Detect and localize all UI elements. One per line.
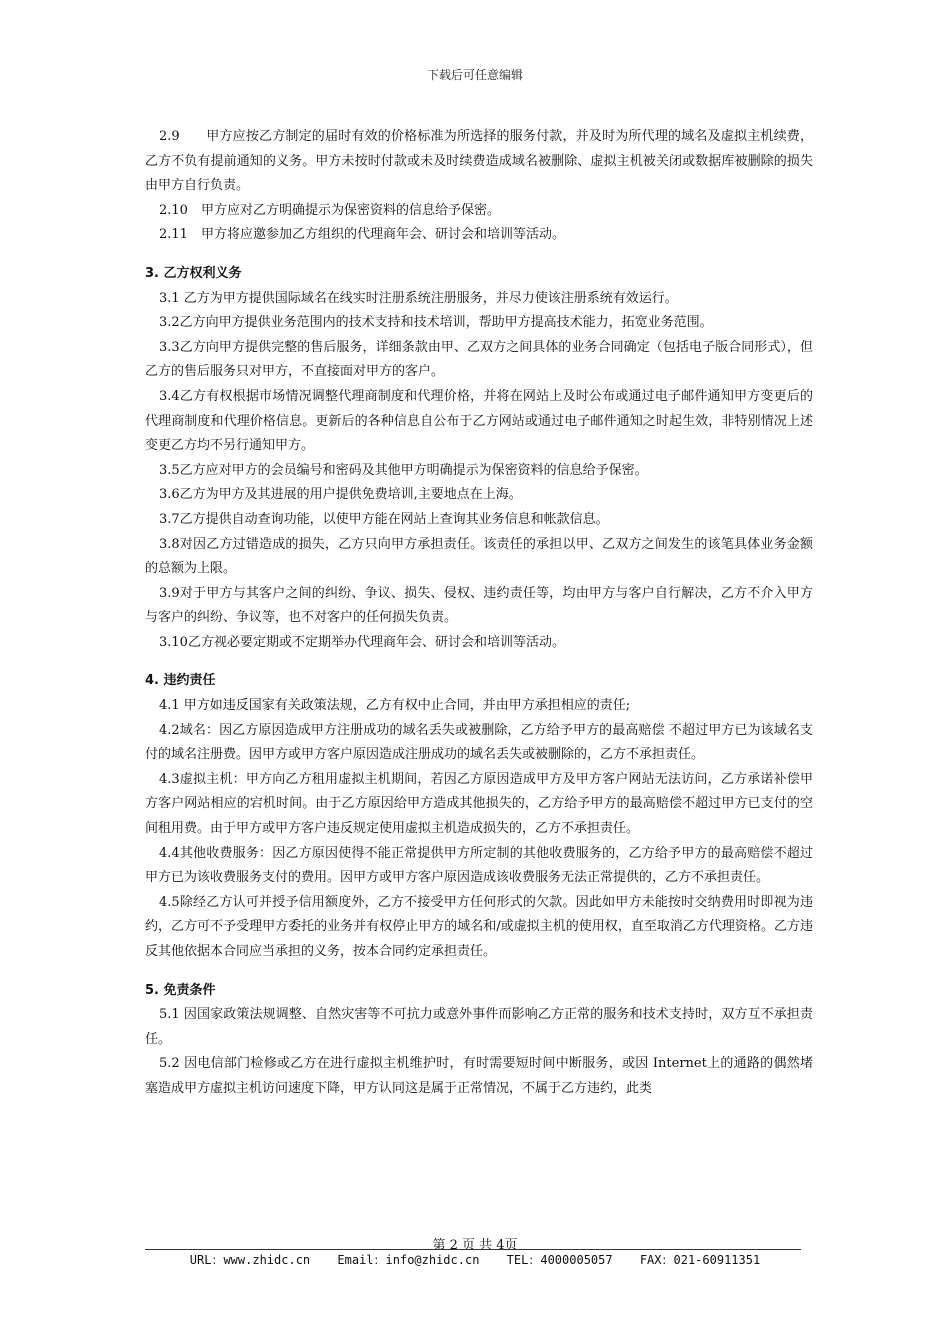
clause-3-10: 3.10乙方视必要定期或不定期举办代理商年会、研讨会和培训等活动。 (159, 634, 565, 650)
clause-2-11: 2.11 甲方将应邀参加乙方组织的代理商年会、研讨会和培训等活动。 (159, 227, 565, 243)
section-2 (145, 125, 813, 248)
clause-5-1: 5.1 因国家政策法规调整、自然灾害等不可抗力或意外事件而影响乙方正常的服务和技术支持时，双方互不承担责任。 (145, 1007, 813, 1047)
footer-tel: TEL：4000005057 (506, 1253, 613, 1267)
clause-3-7: 3.7乙方提供自动查询功能，以使甲方能在网站上查询其业务信息和帐款信息。 (159, 511, 609, 527)
document-body (145, 125, 813, 1102)
clause-5-2: 5.2 因电信部门检修或乙方在进行虚拟主机维护时，有时需要短时间中断服务，或因 Internet上的通路的偶然堵塞造成甲方虚拟主机访问速度下降，甲方认同这是属于正常情况，不属于乙方违约，此类 (145, 1056, 813, 1096)
clause-4-3: 4.3虚拟主机：甲方向乙方租用虚拟主机期间，若因乙方原因造成甲方及甲方客户网站无法访问，乙方承诺补偿甲方客户网站相应的宕机时间。由于乙方原因给甲方造成其他损失的，乙方给予甲方的最高赔偿不超过甲方已支付的空间租用费。由于甲方或甲方客户违反规定使用虚拟主机造成损失的，乙方不承担责任。 (145, 771, 813, 837)
clause-2-9: 2.9 甲方应按乙方制定的届时有效的价格标准为所选择的服务付款，并及时为所代理的域名及虚拟主机续费，乙方不负有提前通知的义务。甲方未按时付款或未及时续费造成域名被删除、虚拟主机被关闭或数据库被删除的损失由甲方自行负责。 (145, 129, 813, 194)
footer-contact (0, 1251, 950, 1268)
footer-divider (145, 1249, 801, 1250)
clause-3-2: 3.2乙方向甲方提供业务范围内的技术支持和技术培训，帮助甲方提高技术能力，拓宽业务范围。 (159, 315, 713, 331)
section-heading: 3. 乙方权利义务 (145, 265, 242, 281)
clause-3-5: 3.5乙方应对甲方的会员编号和密码及其他甲方明确提示为保密资料的信息给予保密。 (159, 462, 648, 478)
clause-4-5: 4.5除经乙方认可并授予信用额度外，乙方不接受甲方任何形式的欠款。因此如甲方未能按时交纳费用时即视为违约，乙方可不予受理甲方委托的业务并有权停止甲方的域名和/或虚拟主机的使用权，直至取消乙方代理资格。乙方违反其他依据本合同应当承担的义务，按本合同约定承担责任。 (145, 894, 813, 959)
clause-2-10: 2.10 甲方应对乙方明确提示为保密资料的信息给予保密。 (159, 202, 500, 218)
section-4 (145, 669, 813, 964)
clause-3-6: 3.6乙方为甲方及其进展的用户提供免费培训,主要地点在上海。 (159, 487, 522, 503)
page-header: 下载后可任意编辑 (426, 68, 523, 82)
section-heading: 4. 违约责任 (145, 673, 216, 689)
section-heading: 5. 免责条件 (145, 982, 216, 998)
clause-3-4: 3.4乙方有权根据市场情况调整代理商制度和代理价格，并将在网站上及时公布或通过电子邮件通知甲方变更后的代理商制度和代理价格信息。更新后的各种信息自公布于乙方网站或通过电子邮件通知之时起生效，非特别情况上述变更乙方均不另行通知甲方。 (145, 388, 813, 454)
clause-3-9: 3.9对于甲方与其客户之间的纠纷、争议、损失、侵权、违约责任等，均由甲方与客户自行解决，乙方不介入甲方与客户的纠纷、争议等，也不对客户的任何损失负责。 (145, 585, 813, 626)
clause-3-3: 3.3乙方向甲方提供完整的售后服务，详细条款由甲、乙双方之间具体的业务合同确定（包括电子版合同形式），但乙方的售后服务只对甲方，不直接面对甲方的客户。 (145, 339, 813, 380)
clause-3-8: 3.8对因乙方过错造成的损失，乙方只向甲方承担责任。该责任的承担以甲、乙双方之间发生的该笔具体业务金额的总额为上限。 (145, 536, 813, 577)
section-5 (145, 979, 813, 1102)
footer-url[interactable]: URL：www.zhidc.cn (189, 1253, 311, 1267)
footer-fax: FAX：021-60911351 (639, 1253, 761, 1267)
clause-4-2: 4.2域名：因乙方原因造成甲方注册成功的域名丢失或被删除，乙方给予甲方的最高赔偿 不超过甲方已为该域名支付的域名注册费。因甲方或甲方客户原因造成注册成功的域名丢失或被删除的，乙方不承担责任。 (145, 722, 813, 763)
clause-4-4: 4.4其他收费服务：因乙方原因使得不能正常提供甲方所定制的其他收费服务的，乙方给予甲方的最高赔偿不超过甲方已为该收费服务支付的费用。因甲方或甲方客户原因造成该收费服务无法正常提供的，乙方不承担责任。 (145, 845, 813, 886)
clause-4-1: 4.1 甲方如违反国家有关政策法规，乙方有权中止合同，并由甲方承担相应的责任; (159, 698, 631, 714)
footer-email[interactable]: Email：info@zhidc.cn (337, 1253, 480, 1267)
section-3 (145, 262, 813, 656)
page-number: 第 2 页 共 4页 (432, 1238, 518, 1253)
clause-3-1: 3.1 乙方为甲方提供国际域名在线实时注册系统注册服务，并尽力使该注册系统有效运行。 (159, 290, 678, 306)
